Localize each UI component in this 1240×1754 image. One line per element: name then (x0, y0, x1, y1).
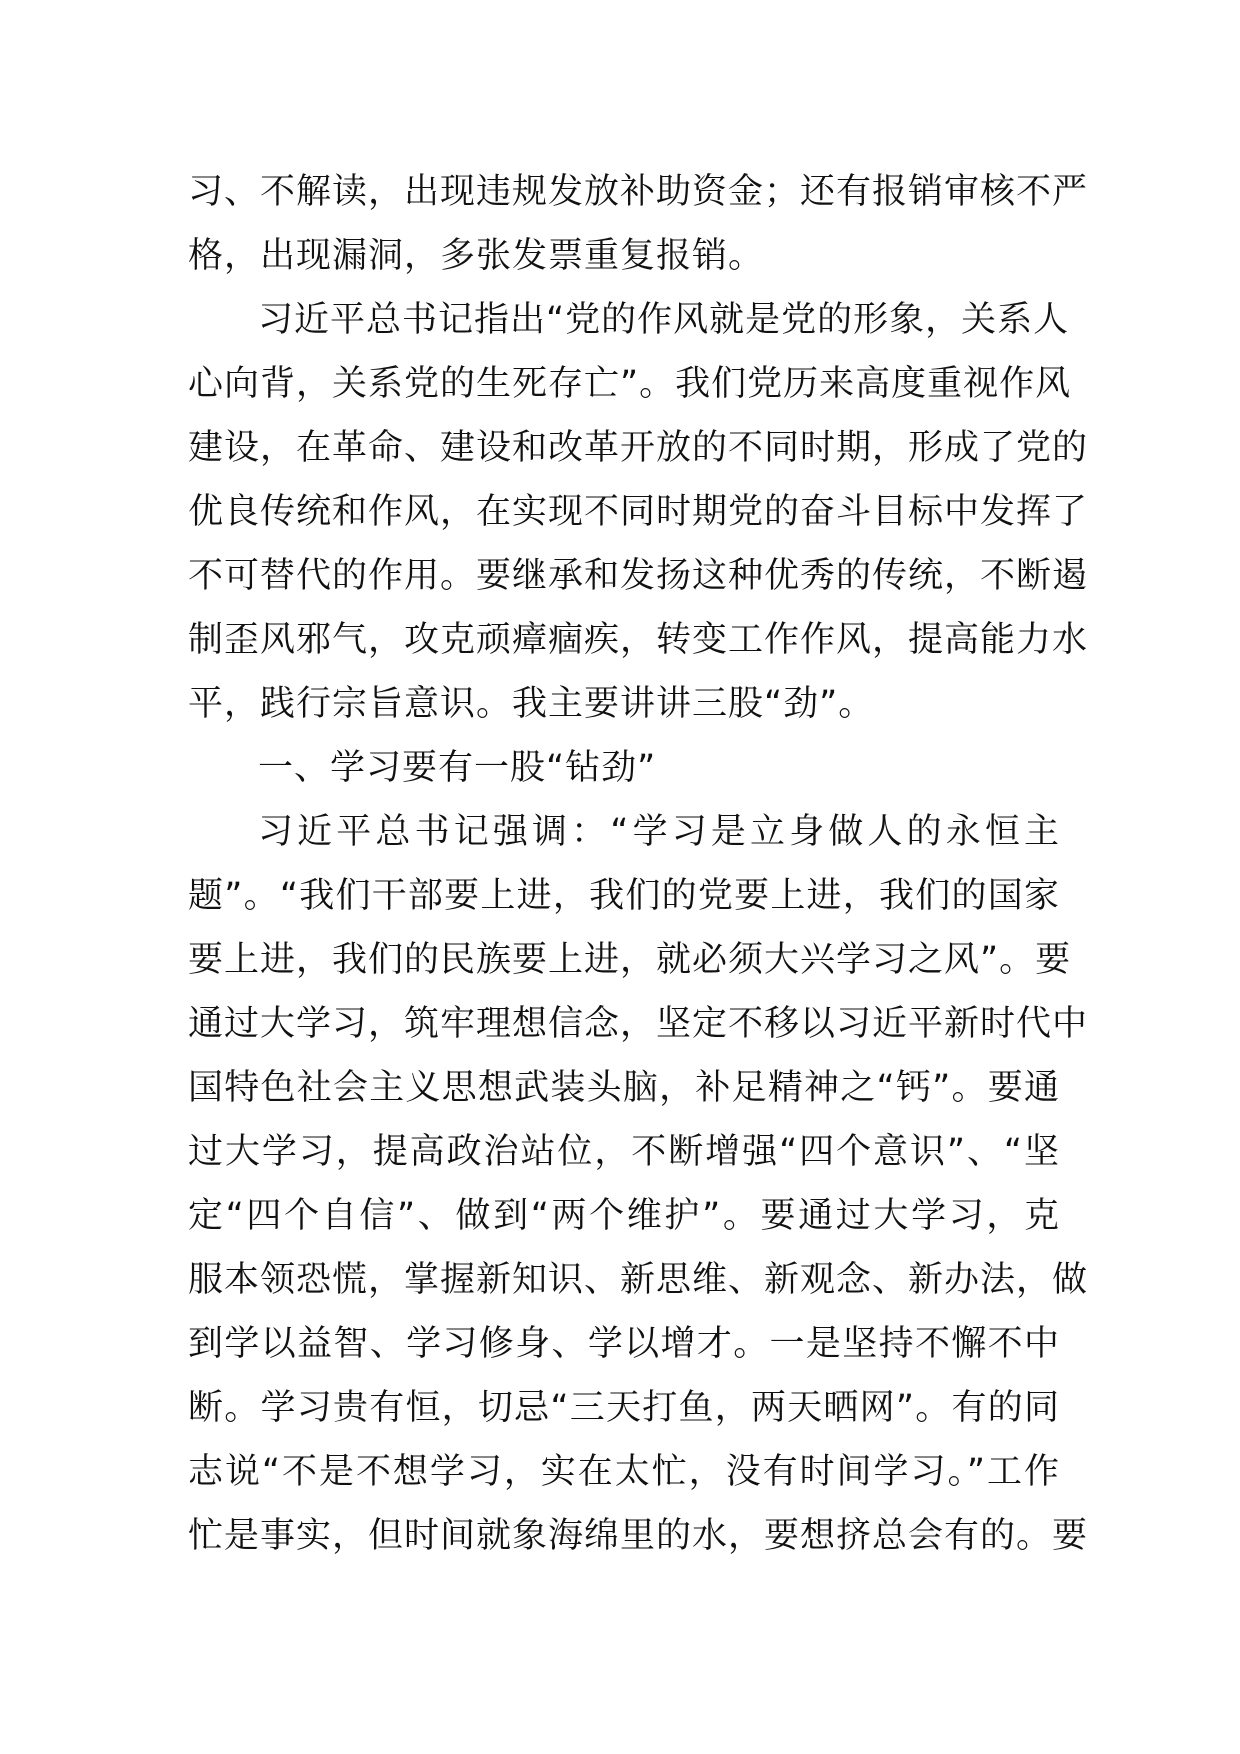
text-line: 心向背，关系党的生死存亡”。我们党历来高度重视作风 (188, 364, 1072, 404)
text-line: 过大学习，提高政治站位，不断增强“四个意识”、“坚 (188, 1132, 1060, 1172)
text-line: 通过大学习，筑牢理想信念，坚定不移以习近平新时代中 (188, 1004, 1089, 1044)
paragraph-first-line: 习近平总书记强调：“学习是立身做人的永恒主 (258, 812, 1060, 852)
text-line: 断。学习贵有恒，切忌“三天打鱼，两天晒网”。有的同 (188, 1388, 1060, 1428)
text-line: 格，出现漏洞，多张发票重复报销。 (188, 236, 765, 276)
text-line: 题”。“我们干部要上进，我们的党要上进，我们的国家 (188, 876, 1060, 916)
text-line: 建设，在革命、建设和改革开放的不同时期，形成了党的 (188, 428, 1089, 468)
paragraph-first-line: 习近平总书记指出“党的作风就是党的形象，关系人 (258, 300, 1070, 340)
document-body (188, 160, 1089, 1568)
text-line: 习、不解读，出现违规发放补助资金；还有报销审核不严 (188, 172, 1089, 212)
text-line: 制歪风邪气，攻克顽瘴痼疾，转变工作作风，提高能力水 (188, 620, 1089, 660)
text-line: 优良传统和作风，在实现不同时期党的奋斗目标中发挥了 (188, 492, 1089, 532)
text-line: 不可替代的作用。要继承和发扬这种优秀的传统，不断遏 (188, 556, 1089, 596)
section-heading: 一、学习要有一股“钻劲” (258, 748, 657, 788)
text-line: 志说“不是不想学习，实在太忙，没有时间学习。”工作 (188, 1452, 1060, 1492)
text-line: 忙是事实，但时间就象海绵里的水，要想挤总会有的。要 (188, 1516, 1089, 1556)
text-line: 服本领恐慌，掌握新知识、新思维、新观念、新办法，做 (188, 1260, 1089, 1300)
text-line: 定“四个自信”、做到“两个维护”。要通过大学习，克 (188, 1196, 1060, 1236)
text-line: 国特色社会主义思想武装头脑，补足精神之“钙”。要通 (188, 1068, 1060, 1108)
text-line: 要上进，我们的民族要上进，就必须大兴学习之风”。要 (188, 940, 1072, 980)
text-line: 平，践行宗旨意识。我主要讲讲三股“劲”。 (188, 684, 875, 724)
text-line: 到学以益智、学习修身、学以增才。一是坚持不懈不中 (188, 1324, 1060, 1364)
